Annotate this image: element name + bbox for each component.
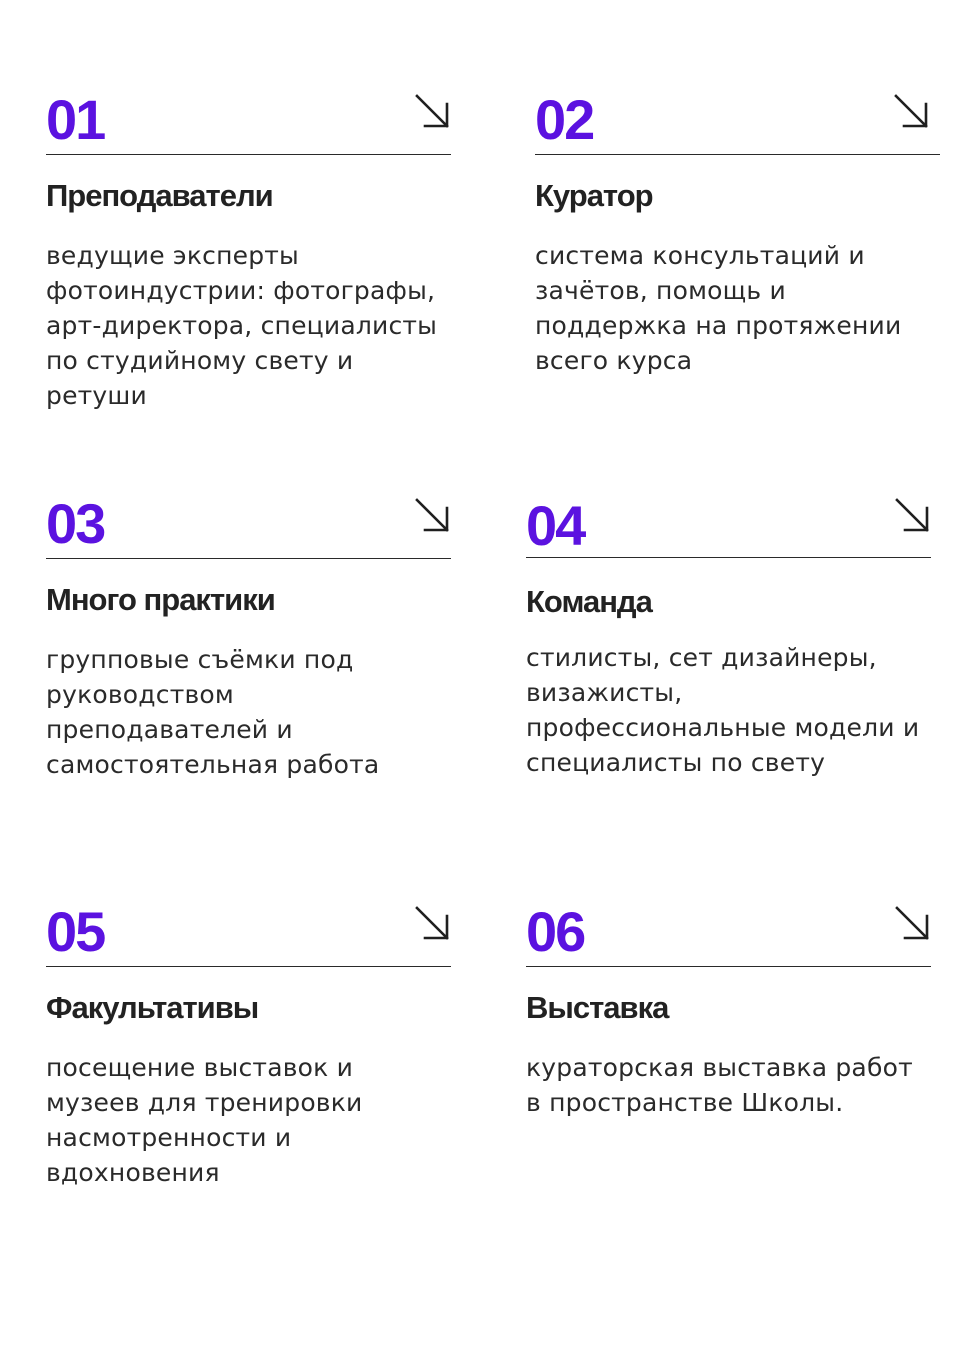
arrow-down-right-icon <box>413 904 451 942</box>
feature-card-03 <box>46 492 451 779</box>
card-header <box>46 492 451 559</box>
arrow-down-right-icon <box>413 496 451 534</box>
card-number: 02 <box>535 88 594 151</box>
card-header <box>535 88 940 155</box>
feature-card-01 <box>46 88 451 410</box>
card-description: групповые съёмки под руководством преподавателей и самостоятельная работа <box>46 645 380 779</box>
card-header <box>46 900 451 967</box>
card-title: Куратор <box>535 178 653 213</box>
arrow-down-right-icon <box>413 92 451 130</box>
card-title: Много практики <box>46 582 275 617</box>
card-number: 03 <box>46 492 105 555</box>
card-description: кураторская выставка работ в пространстве Школы. <box>526 1053 913 1117</box>
card-title: Преподаватели <box>46 178 273 213</box>
card-description: ведущие эксперты фотоиндустрии: фотографы, арт-директора, специалисты по студийному свету и ретуши <box>46 241 438 410</box>
card-number: 01 <box>46 88 105 151</box>
card-description: стилисты, сет дизайнеры, визажисты, профессиональные модели и специалисты по свету <box>526 643 920 777</box>
card-title: Команда <box>526 584 652 619</box>
card-number: 06 <box>526 900 585 963</box>
card-title: Факультативы <box>46 990 259 1025</box>
feature-card-06 <box>526 900 931 1117</box>
arrow-down-right-icon <box>892 92 930 130</box>
card-number: 05 <box>46 900 105 963</box>
card-title: Выставка <box>526 990 669 1025</box>
feature-card-05 <box>46 900 451 1187</box>
card-header <box>526 900 931 967</box>
feature-card-04 <box>526 494 931 777</box>
card-header <box>46 88 451 155</box>
card-description: система консультаций и зачётов, помощь и поддержка на протяжении всего курса <box>535 241 902 375</box>
feature-card-02 <box>535 88 940 375</box>
card-description: посещение выставок и музеев для тренировки насмотренности и вдохновения <box>46 1053 363 1187</box>
card-header <box>526 496 931 558</box>
card-number: 04 <box>526 494 585 557</box>
arrow-down-right-icon <box>893 904 931 942</box>
arrow-down-right-icon <box>893 496 931 534</box>
